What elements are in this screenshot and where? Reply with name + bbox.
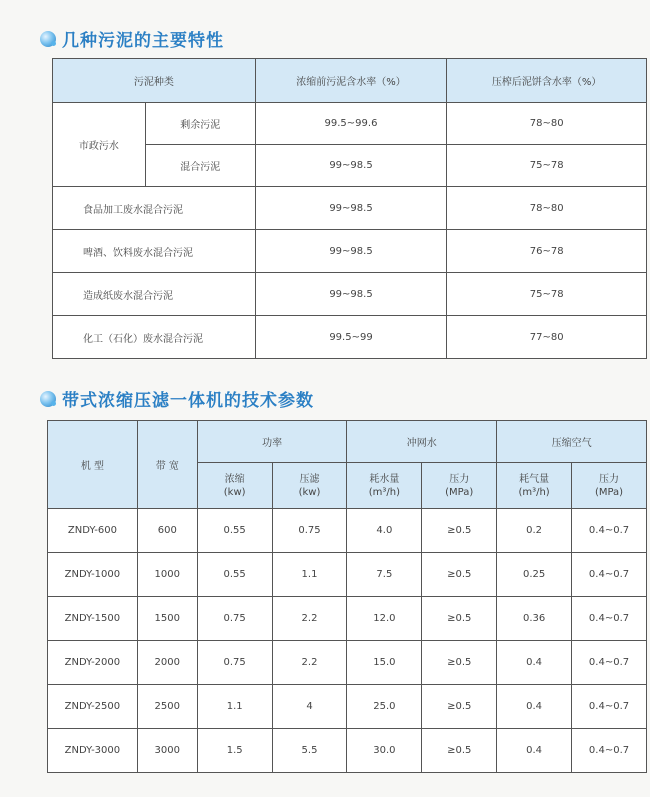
header-pressure1-unit: (MPa) (445, 486, 474, 498)
header-flush-water: 冲网水 (347, 421, 497, 463)
specs-body (48, 509, 647, 773)
cell-belt: 1500 (137, 597, 197, 641)
cell-p1: ≥0.5 (422, 509, 497, 553)
table-row (53, 103, 647, 145)
sludge-name: 啤酒、饮料废水混合污泥 (53, 230, 256, 273)
cell-thicken: 0.75 (197, 641, 272, 685)
cell-water: 7.5 (347, 553, 422, 597)
cell-p1: ≥0.5 (422, 641, 497, 685)
table-row (48, 553, 647, 597)
header-belt-width: 带 宽 (137, 421, 197, 509)
bullet-icon (40, 391, 56, 407)
table-header-row (48, 421, 647, 463)
cell-p2: 0.4~0.7 (572, 553, 647, 597)
cell-p2: 0.4~0.7 (572, 729, 647, 773)
sludge-name: 化工（石化）废水混合污泥 (53, 316, 256, 359)
cell-gas: 0.4 (497, 729, 572, 773)
before-value: 99~98.5 (255, 145, 447, 187)
after-value: 75~78 (447, 145, 647, 187)
cell-water: 30.0 (347, 729, 422, 773)
machine-specs-table (47, 420, 647, 773)
after-value: 77~80 (447, 316, 647, 359)
before-value: 99~98.5 (255, 230, 447, 273)
header-before-moisture: 浓缩前污泥含水率（%） (255, 59, 447, 103)
header-pressure2-label: 压力 (599, 473, 620, 485)
header-compressed-air: 压缩空气 (497, 421, 647, 463)
cell-model: ZNDY-3000 (48, 729, 138, 773)
header-thicken-label: 浓缩 (224, 473, 245, 485)
section2-title: 带式浓缩压滤一体机的技术参数 (62, 391, 314, 411)
cell-p1: ≥0.5 (422, 597, 497, 641)
cell-thicken: 0.55 (197, 509, 272, 553)
cell-belt: 2000 (137, 641, 197, 685)
sludge-name: 造成纸废水混合污泥 (53, 273, 256, 316)
header-press-unit: (kw) (298, 486, 321, 498)
table-row (48, 597, 647, 641)
section1-heading (40, 26, 224, 51)
sub-type: 剩余污泥 (145, 103, 255, 145)
cell-belt: 1000 (137, 553, 197, 597)
cell-belt: 2500 (137, 685, 197, 729)
cell-water: 15.0 (347, 641, 422, 685)
cell-model: ZNDY-1000 (48, 553, 138, 597)
sludge-name: 食品加工废水混合污泥 (53, 187, 256, 230)
cell-model: ZNDY-2500 (48, 685, 138, 729)
header-pressure1-label: 压力 (449, 473, 470, 485)
cell-press: 2.2 (272, 641, 347, 685)
cell-gas: 0.25 (497, 553, 572, 597)
cell-p2: 0.4~0.7 (572, 509, 647, 553)
cell-thicken: 1.5 (197, 729, 272, 773)
cell-p2: 0.4~0.7 (572, 641, 647, 685)
table-row (53, 230, 647, 273)
table-row (48, 509, 647, 553)
header-pressure2-unit: (MPa) (594, 486, 624, 498)
header-gas-label: 耗气量 (519, 473, 550, 485)
section2-heading (40, 386, 314, 411)
cell-press: 1.1 (272, 553, 347, 597)
header-press (272, 463, 347, 509)
header-power: 功率 (197, 421, 347, 463)
header-model: 机 型 (48, 421, 138, 509)
cell-model: ZNDY-600 (48, 509, 138, 553)
cell-water: 25.0 (347, 685, 422, 729)
cell-gas: 0.36 (497, 597, 572, 641)
cell-press: 4 (272, 685, 347, 729)
cell-water: 4.0 (347, 509, 422, 553)
cell-p2: 0.4~0.7 (572, 597, 647, 641)
table-header-row (53, 59, 647, 103)
cell-gas: 0.4 (497, 641, 572, 685)
cell-gas: 0.4 (497, 685, 572, 729)
after-value: 76~78 (447, 230, 647, 273)
cell-thicken: 0.75 (197, 597, 272, 641)
cell-water: 12.0 (347, 597, 422, 641)
cell-model: ZNDY-1500 (48, 597, 138, 641)
after-value: 78~80 (447, 103, 647, 145)
cell-p1: ≥0.5 (422, 729, 497, 773)
table-row (53, 187, 647, 230)
header-water (347, 463, 422, 509)
cell-thicken: 1.1 (197, 685, 272, 729)
section1-title: 几种污泥的主要特性 (62, 31, 224, 51)
before-value: 99~98.5 (255, 187, 447, 230)
header-pressure1 (422, 463, 497, 509)
before-value: 99.5~99.6 (255, 103, 447, 145)
cell-press: 0.75 (272, 509, 347, 553)
header-pressure2 (572, 463, 647, 509)
header-after-moisture: 压榨后泥饼含水率（%） (447, 59, 647, 103)
header-gas-unit: (m³/h) (518, 486, 550, 498)
cell-thicken: 0.55 (197, 553, 272, 597)
table-row (48, 729, 647, 773)
after-value: 75~78 (447, 273, 647, 316)
cell-gas: 0.2 (497, 509, 572, 553)
sub-type: 混合污泥 (145, 145, 255, 187)
before-value: 99.5~99 (255, 316, 447, 359)
header-press-label: 压滤 (299, 473, 320, 485)
table-row (48, 641, 647, 685)
header-thicken-unit: (kw) (223, 486, 246, 498)
cell-p1: ≥0.5 (422, 685, 497, 729)
cell-belt: 600 (137, 509, 197, 553)
header-sludge-type: 污泥种类 (53, 59, 256, 103)
table-row (53, 273, 647, 316)
cell-model: ZNDY-2000 (48, 641, 138, 685)
cell-p1: ≥0.5 (422, 553, 497, 597)
header-thicken (197, 463, 272, 509)
cell-press: 2.2 (272, 597, 347, 641)
municipal-label: 市政污水 (53, 103, 146, 187)
cell-belt: 3000 (137, 729, 197, 773)
header-water-label: 耗水量 (369, 473, 400, 485)
table-row (53, 316, 647, 359)
header-gas (497, 463, 572, 509)
sludge-properties-table (52, 58, 647, 359)
before-value: 99~98.5 (255, 273, 447, 316)
cell-press: 5.5 (272, 729, 347, 773)
header-water-unit: (m³/h) (368, 486, 400, 498)
cell-p2: 0.4~0.7 (572, 685, 647, 729)
table-row (48, 685, 647, 729)
after-value: 78~80 (447, 187, 647, 230)
bullet-icon (40, 31, 56, 47)
